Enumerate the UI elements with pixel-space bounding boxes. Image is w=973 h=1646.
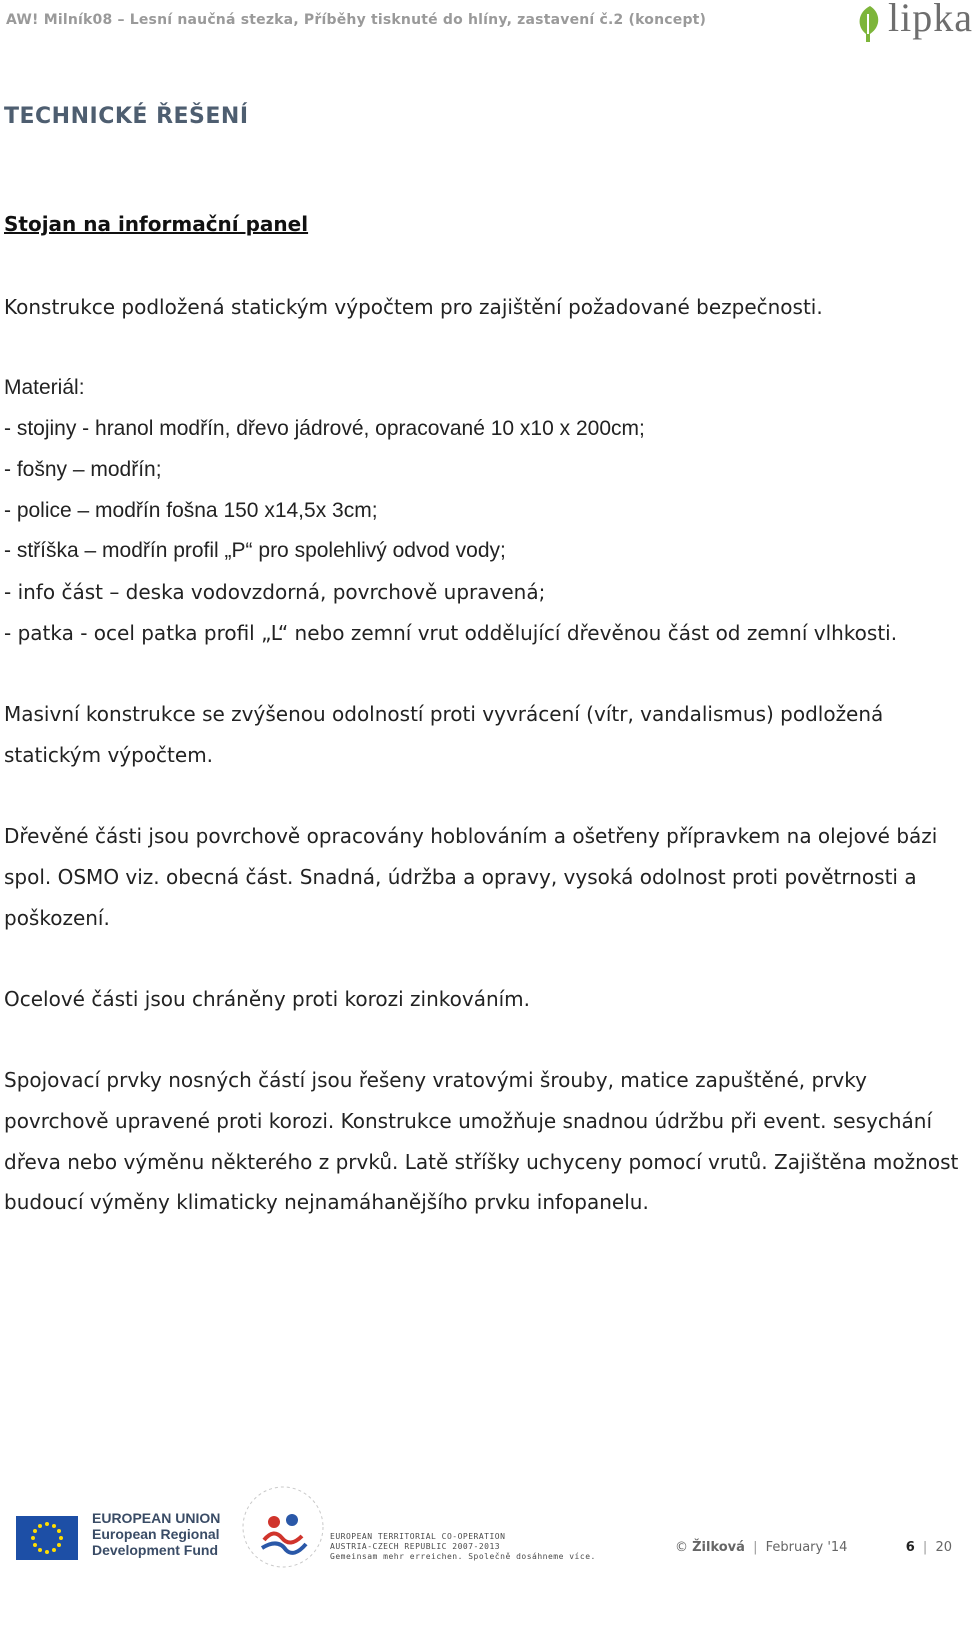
page-number: 6 [905, 1540, 915, 1555]
material-item: - stojiny - hranol modřín, dřevo jádrové, opracované 10 x10 x 200cm; [4, 417, 645, 441]
material-item: - patka - ocel patka profil „L“ nebo zemní vrut oddělující dřevěnou část od zemní vlhkosti. [4, 620, 898, 645]
intro-paragraph: Konstrukce podložená statickým výpočtem pro zajištění požadované bezpečnosti. [4, 295, 823, 319]
material-item: - info část – deska vodovzdorná, povrchově upravená; [4, 579, 546, 604]
material-item: - stříška – modřín profil „P“ pro spolehlivý odvod vody; [4, 539, 506, 563]
page-meta [675, 1540, 952, 1555]
copyright-icon: © [674, 1540, 688, 1555]
eu-line: Development Fund [92, 1542, 219, 1558]
material-item: - fošny – modřín; [4, 457, 162, 481]
body-paragraph: Ocelové části jsou chráněny proti korozi zinkováním. [4, 986, 531, 1011]
section-title: TECHNICKÉ ŘEŠENÍ [4, 104, 249, 129]
eu-flag-icon [16, 1516, 78, 1560]
separator: | [922, 1540, 928, 1555]
etc-line: Gemeinsam mehr erreichen. Společně dosáhneme více. [330, 1552, 596, 1561]
lipka-logo [852, 0, 973, 48]
document-header-title: AW! Milník08 – Lesní naučná stezka, Příběhy tisknuté do hlíny, zastavení č.2 (koncept) [6, 12, 707, 28]
etc-line: EUROPEAN TERRITORIAL CO-OPERATION [330, 1532, 506, 1541]
body-paragraph: Masivní konstrukce se zvýšenou odolností proti vyvrácení (vítr, vandalismus) podložená statickým výpočtem. [4, 702, 884, 767]
document-date: February '14 [765, 1540, 848, 1555]
etc-line: AUSTRIA-CZECH REPUBLIC 2007-2013 [330, 1542, 501, 1551]
subsection-title: Stojan na informační panel [4, 212, 309, 236]
leaf-icon [852, 4, 888, 44]
material-list [4, 368, 959, 653]
document-body [4, 287, 959, 1264]
etc-programme-label [330, 1532, 596, 1562]
page-total: 20 [935, 1540, 952, 1555]
material-item: - police – modřín fošna 150 x14,5x 3cm; [4, 498, 378, 522]
logo-wordmark: lipka [888, 0, 973, 40]
eu-fund-label [92, 1510, 220, 1558]
body-paragraph: Spojovací prvky nosných částí jsou řešeny vratovými šrouby, matice zapuštěné, prvky povrchově upravené proti korozi. Konstrukce umožňuje snadnou údržbu při event. sesychání dřeva nebo výměnu některého z prvků. Latě stříšky uchyceny pomocí vrutů. Zajištěna možnost budoucí výměny klimaticky nejnamáhanějšího prvku infopanelu. [4, 1068, 959, 1215]
body-paragraph: Dřevěné části jsou povrchově opracovány hoblováním a ošetřeny přípravkem na olejové bázi spol. OSMO viz. obecná část. Snadná, údržba a opravy, vysoká odolnost proti povětrnosti a poškození. [4, 824, 938, 930]
eu-line: EUROPEAN UNION [92, 1510, 221, 1526]
author-name: Žilková [692, 1540, 745, 1555]
page-footer [0, 1478, 960, 1646]
eu-line: European Regional [92, 1526, 220, 1542]
cooperation-logo-icon [234, 1478, 332, 1576]
separator: | [753, 1540, 758, 1555]
material-label: Materiál: [4, 376, 85, 400]
